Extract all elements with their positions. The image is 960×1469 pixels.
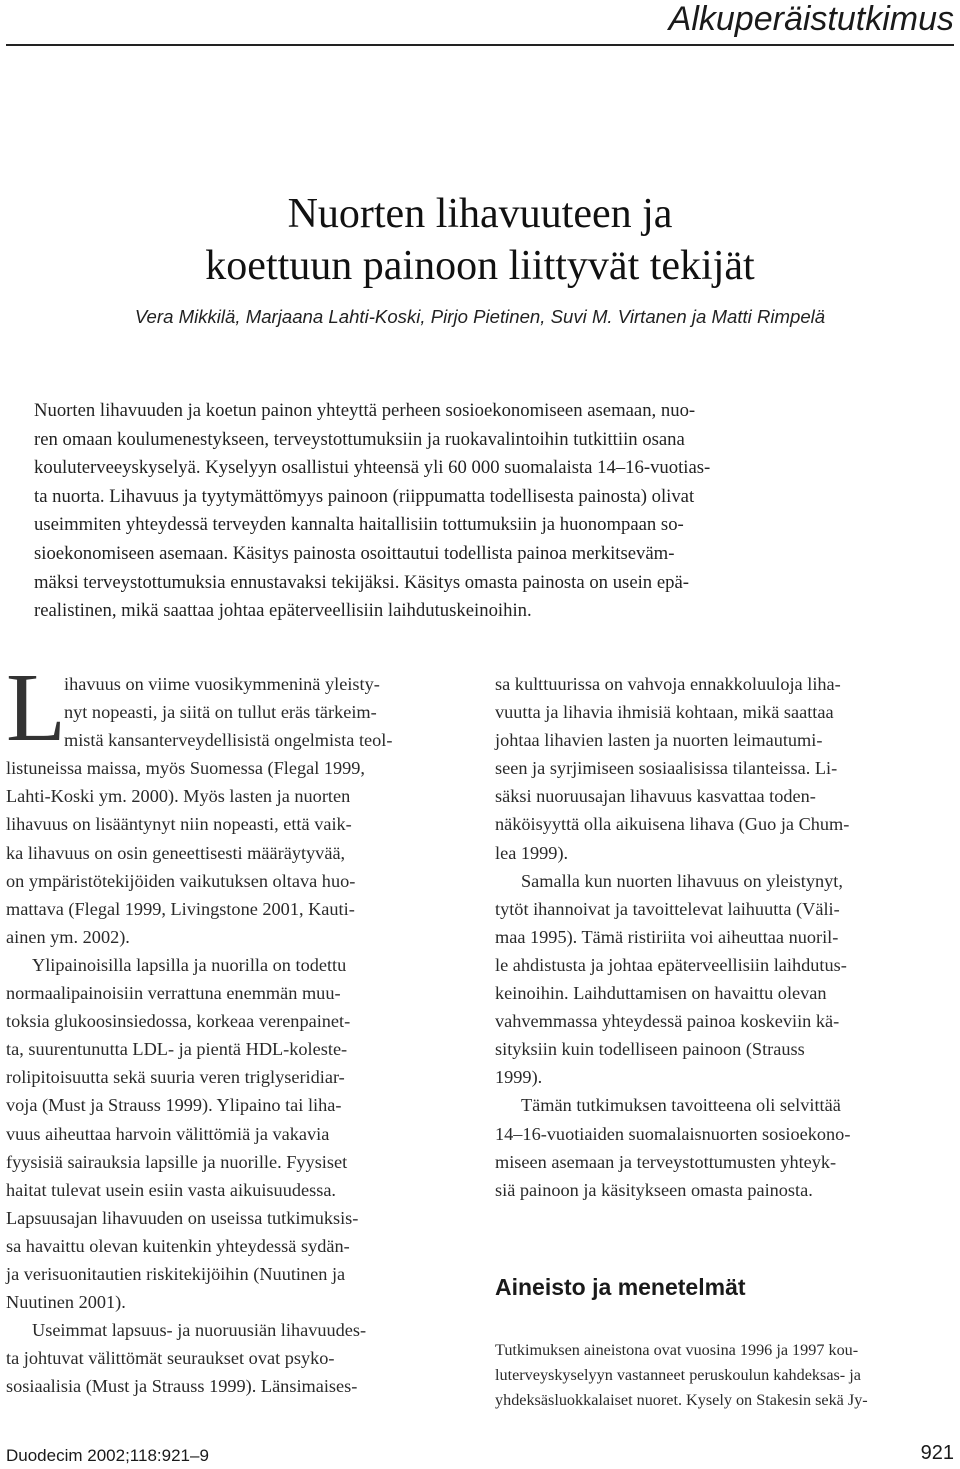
body-line: näköisyyttä olla aikuisena lihava (Guo ja Chum- [495, 814, 850, 835]
body-line: 1999). [495, 1067, 543, 1088]
body-line: ta, suurentunutta LDL- ja pientä HDL-koleste- [6, 1039, 348, 1060]
body-line: sa havaittu olevan kuitenkin yhteydessä sydän- [6, 1235, 350, 1256]
journal-citation: Duodecim 2002;118:921–9 [6, 1446, 209, 1465]
body-line: toksia glukoosinsiedossa, korkeaa verenpainet- [6, 1011, 351, 1032]
body-line: Lapsuusajan lihavuuden on useissa tutkimuksis- [6, 1207, 359, 1228]
body-line: vahvemmassa yhteydessä painoa koskeviin kä- [495, 1011, 840, 1032]
body-line: 14–16-vuotiaiden suomalaisnuorten sosioekono- [495, 1123, 851, 1144]
body-line: fyysisiä sairauksia lapsille ja nuorille. Fyysiset [6, 1151, 348, 1172]
body-line: ta johtuvat välittömät seuraukset ovat psyko- [6, 1348, 335, 1369]
body-line: voja (Must ja Strauss 1999). Ylipaino tai liha- [6, 1095, 342, 1116]
body-line: siä painoon ja käsitykseen omasta painosta. [495, 1179, 813, 1200]
body-paragraph [495, 867, 955, 1092]
drop-cap: L [6, 654, 66, 762]
body-paragraph [6, 951, 466, 1316]
body-line: yhdeksäsluokkalaiset nuoret. Kysely on Stakesin sekä Jy- [495, 1391, 868, 1409]
body-line: nyt nopeasti, ja siitä on tullut eräs tärkeim- [64, 702, 377, 723]
body-line: ainen ym. 2002). [6, 926, 130, 947]
body-line: normaalipainoisiin verrattuna enemmän muu- [6, 983, 341, 1004]
body-line: lea 1999). [495, 842, 569, 863]
abstract-line: mäksi terveystottumuksia ennustavaksi tekijäksi. Käsitys omasta painosta on usein epä- [34, 571, 689, 593]
body-line: vuutta ja lihavia ihmisiä kohtaan, mikä saattaa [495, 702, 834, 723]
abstract-line: useimmiten yhteydessä terveyden kannalta haitallisiin tottumuksiin ja huonompaan so- [34, 514, 684, 536]
body-line: vuus aiheuttaa harvoin välittömiä ja vakavia [6, 1123, 330, 1144]
section-label: Alkuperäistutkimus [668, 0, 954, 38]
body-paragraph [6, 1316, 466, 1400]
abstract-line: sioekonomiseen asemaan. Käsitys painosta osoittautui todellista painoa merkitseväm- [34, 542, 675, 564]
body-line: ihavuus on viime vuosikymmeninä yleisty- [64, 674, 380, 694]
abstract-line: Nuorten lihavuuden ja koetun painon yhteyttä perheen sosioekonomiseen asemaan, nuo- [34, 400, 696, 421]
body-column-right [495, 670, 955, 1204]
title-line: koettuun painoon liittyvät tekijät [205, 243, 755, 289]
methods-paragraph [495, 1338, 955, 1413]
body-line: sa kulttuurissa on vahvoja ennakkoluuloja liha- [495, 674, 841, 694]
body-line: rolipitoisuutta sekä suuria veren triglyseridiar- [6, 1067, 345, 1088]
abstract [34, 397, 928, 626]
body-line: haitat tulevat usein esiin vasta aikuisuudessa. [6, 1179, 336, 1200]
body-line: maa 1995). Tämä ristiriita voi aiheuttaa nuoril- [495, 926, 839, 947]
body-line: Samalla kun nuorten lihavuus on yleistynyt, [521, 870, 843, 891]
body-line: Tämän tutkimuksen tavoitteena oli selvittää [521, 1095, 841, 1116]
body-line: lihavuus on lisääntynyt niin nopeasti, että vaik- [6, 814, 352, 835]
body-line: tytöt ihannoivat ja tavoittelevat laihuutta (Väli- [495, 898, 840, 919]
body-paragraph [495, 670, 955, 867]
article-title [0, 188, 960, 292]
section-heading: Aineisto ja menetelmät [495, 1274, 746, 1300]
abstract-line: ren omaan koulumenestykseen, terveystottumuksiin ja ruokavalintoihin tutkittiin osana [34, 428, 685, 450]
body-line: miseen asemaan ja terveystottumusten yhteyk- [495, 1151, 837, 1172]
body-line: seen ja syrjimiseen sosiaalisissa tilanteissa. Li- [495, 758, 838, 779]
body-line: Tutkimuksen aineistona ovat vuosina 1996 ja 1997 kou- [495, 1341, 859, 1359]
body-line: säksi nuoruusajan lihavuus kasvattaa toden- [495, 786, 816, 807]
body-column-left [6, 670, 466, 1400]
body-line: sityksiin kuin todelliseen painoon (Strauss [495, 1039, 805, 1060]
body-line: ja verisuonitautien riskitekijöihin (Nuutinen ja [6, 1263, 346, 1284]
abstract-line: realistinen, mikä saattaa johtaa epäterveellisiin laihdutuskeinoihin. [34, 600, 532, 622]
abstract-line: ta nuorta. Lihavuus ja tyytymättömyys painoon (riippumatta todellisesta painosta) olivat [34, 485, 695, 507]
title-line: Nuorten lihavuuteen ja [287, 191, 673, 237]
body-line: ka lihavuus on osin geneettisesti määräytyvää, [6, 842, 346, 863]
body-line: sosiaalisia (Must ja Strauss 1999). Länsimaises- [6, 1376, 358, 1397]
body-line: johtaa lihavien lasten ja nuorten leimautumi- [495, 730, 823, 751]
body-line: mattava (Flegal 1999, Livingstone 2001, Kauti- [6, 898, 355, 919]
body-line: Lahti-Koski ym. 2000). Myös lasten ja nuorten [6, 786, 351, 807]
body-line: luterveyskyselyyn vastanneet peruskoulun kahdeksas- ja [495, 1366, 861, 1384]
body-paragraph [6, 670, 466, 951]
page-number: 921 [920, 1442, 954, 1464]
header-rule [6, 44, 954, 46]
body-line: Ylipainoisilla lapsilla ja nuorilla on todettu [32, 954, 347, 975]
body-line: le ahdistusta ja johtaa epäterveellisiin laihdutus- [495, 954, 847, 975]
body-line: Useimmat lapsuus- ja nuoruusiän lihavuudes- [32, 1320, 367, 1341]
author-list: Vera Mikkilä, Marjaana Lahti-Koski, Pirjo Pietinen, Suvi M. Virtanen ja Matti Rimpelä [134, 306, 826, 327]
abstract-line: kouluterveeyskyselyä. Kyselyyn osallistui yhteensä yli 60 000 suomalaista 14–16-vuotias- [34, 457, 711, 479]
body-line: mistä kansanterveydellisistä ongelmista teol- [64, 730, 393, 751]
body-line: Nuutinen 2001). [6, 1292, 126, 1313]
body-line: keinoihin. Laihduttamisen on havaittu olevan [495, 983, 827, 1004]
body-paragraph [495, 1091, 955, 1203]
body-line: on ympäristötekijöiden vaikutuksen oltava huo- [6, 870, 356, 891]
body-line: listuneissa maissa, myös Suomessa (Flegal 1999, [6, 758, 366, 779]
